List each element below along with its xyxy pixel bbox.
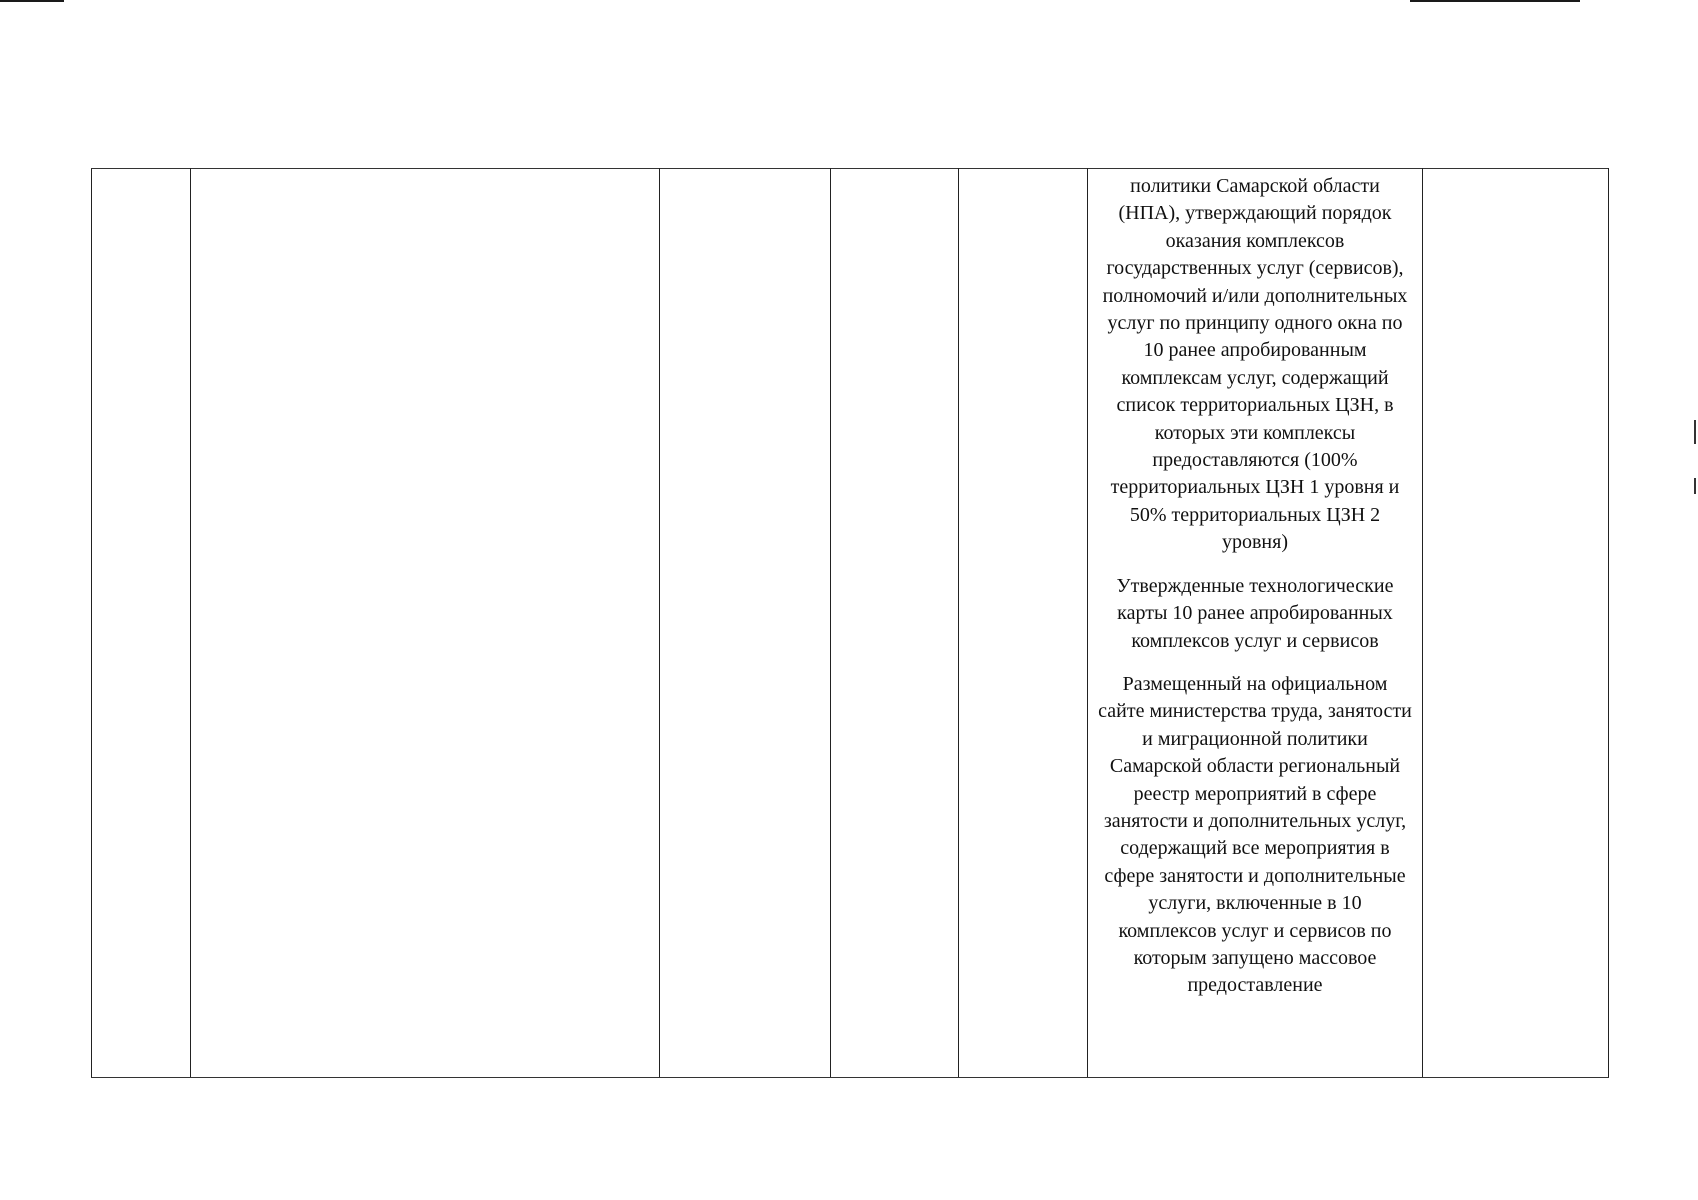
table-cell-responsible — [660, 169, 831, 1078]
result-paragraph-npa: политики Самарской области (НПА), утверждающий порядок оказания комплексов государственных услуг (сервисов), полномочий и/или дополнительных услуг по принципу одного окна по 10 ранее апробированным комплексам услуг, содержащий список территориальных ЦЗН, в которых эти комплексы предоставляются (100% территориальных ЦЗН 1 уровня и 50% территориальных ЦЗН 2 уровня) — [1102, 175, 1408, 554]
result-paragraph-registry: Размещенный на официальном сайте министерства труда, занятости и миграционной политики Самарской области региональный реестр мероприятий в сфере занятости и дополнительных услуг, содержащий все мероприятия в сфере занятости и дополнительные услуги, включенные в 10 комплексов услуг и сервисов по которым запущено массовое предоставление — [1098, 672, 1412, 997]
table-cell-end-date — [959, 169, 1088, 1078]
scan-edge-mark-right — [1410, 0, 1580, 2]
scan-edge-mark-left — [0, 0, 64, 2]
table-cell-start-date — [831, 169, 959, 1078]
scan-side-tick — [1694, 420, 1696, 444]
table-row — [92, 169, 1609, 1078]
table-cell-result — [1088, 169, 1423, 1078]
table-cell-number — [92, 169, 191, 1078]
table-cell-activity — [191, 169, 660, 1078]
table-cell-notes — [1423, 169, 1609, 1078]
result-paragraph-tech-cards: Утвержденные технологические карты 10 ранее апробированных комплексов услуг и сервисов — [1116, 574, 1394, 652]
scan-side-tick — [1694, 478, 1696, 494]
document-table — [91, 168, 1609, 1078]
